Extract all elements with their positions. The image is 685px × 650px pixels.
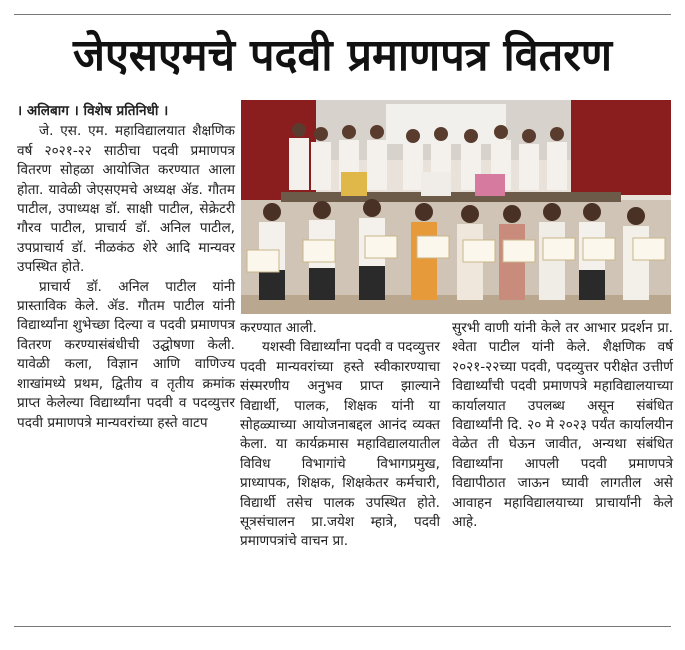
bottom-rule [14, 626, 671, 627]
top-rule [14, 14, 671, 15]
article-column-2 [240, 319, 440, 552]
ceremony-photo [241, 100, 671, 314]
headline: जेएसएमचे पदवी प्रमाणपत्र वितरण [72, 30, 613, 81]
ceremony-photo-illustration [241, 100, 671, 314]
byline: । अलिबाग । विशेष प्रतिनिधी । [17, 103, 169, 119]
paragraph: करण्यात आली. [240, 320, 317, 336]
paragraph: सुरभी वाणी यांनी केले तर आभार प्रदर्शन प्रा. श्वेता पाटील यांनी केले. शैक्षणिक वर्ष २०२१-२२च्या पदवी, पदव्युत्तर परीक्षेत उत्तीर्ण विद्यार्थ्यांची पदवी प्रमाणपत्रे महाविद्यालयाच्या कार्यालयात उपलब्ध असून संबंधित विद्यार्थ्यांनी दि. २० मे २०२३ पर्यंत कार्यालयीन वेळेत ती घेऊन जावीत, अन्यथा संबंधित विद्यार्थ्यांना आपली पदवी प्रमाणपत्रे विद्यापीठात जाऊन घ्यावी लागतील असे आवाहन महाविद्यालयाच्या प्राचार्यांनी केले आहे. [452, 320, 673, 531]
article-column-3 [452, 319, 673, 532]
article-column-1 [17, 102, 235, 433]
paragraph: यशस्वी विद्यार्थ्यांना पदवी व पदव्युत्तर पदवी मान्यवरांच्या हस्ते स्वीकारण्याचा संस्मरणीय अनुभव प्राप्त झाल्याने विद्यार्थी, पालक, शिक्षक यांनी या सोहळ्याच्या आयोजनाबद्दल आनंद व्यक्त केला. या कार्यक्रमास महाविद्यालयातील विविध विभागांचे विभागप्रमुख, प्राध्यापक, शिक्षक, शिक्षकेतर कर्मचारी, विद्यार्थी तसेच पालक उपस्थित होते. सूत्रसंचालन प्रा.जयेश म्हात्रे, पदवी प्रमाणपत्रांचे वाचन प्रा. [240, 339, 440, 550]
paragraph: जे. एस. एम. महाविद्यालयात शैक्षणिक वर्ष २०२१-२२ साठीचा पदवी प्रमाणपत्र वितरण सोहळा आयोजित करण्यात आला होता. यावेळी जेएसएमचे अध्यक्ष ॲड. गौतम पाटील, उपाध्यक्ष डॉ. साक्षी पाटील, सेक्रेटरी गौरव पाटील, प्राचार्य डॉ. अनिल पाटील, उपप्राचार्य डॉ. नीळकंठ शेरे आदि मान्यवर उपस्थित होते. [17, 123, 235, 276]
paragraph: प्राचार्य डॉ. अनिल पाटील यांनी प्रास्ताविक केले. ॲड. गौतम पाटील यांनी विद्यार्थ्यांना शुभेच्छा दिल्या व पदवी प्रमाणपत्र वितरण करण्यासंबंधीची उद्घोषणा केली. यावेळी कला, विज्ञान आणि वाणिज्य शाखांमध्ये प्रथम, द्वितीय व तृतीय क्रमांक प्राप्त केलेल्या विद्यार्थ्यांना पदवी व पदव्युत्तर पदवी प्रमाणपत्रे मान्यवरांच्या हस्ते वाटप [17, 278, 235, 431]
